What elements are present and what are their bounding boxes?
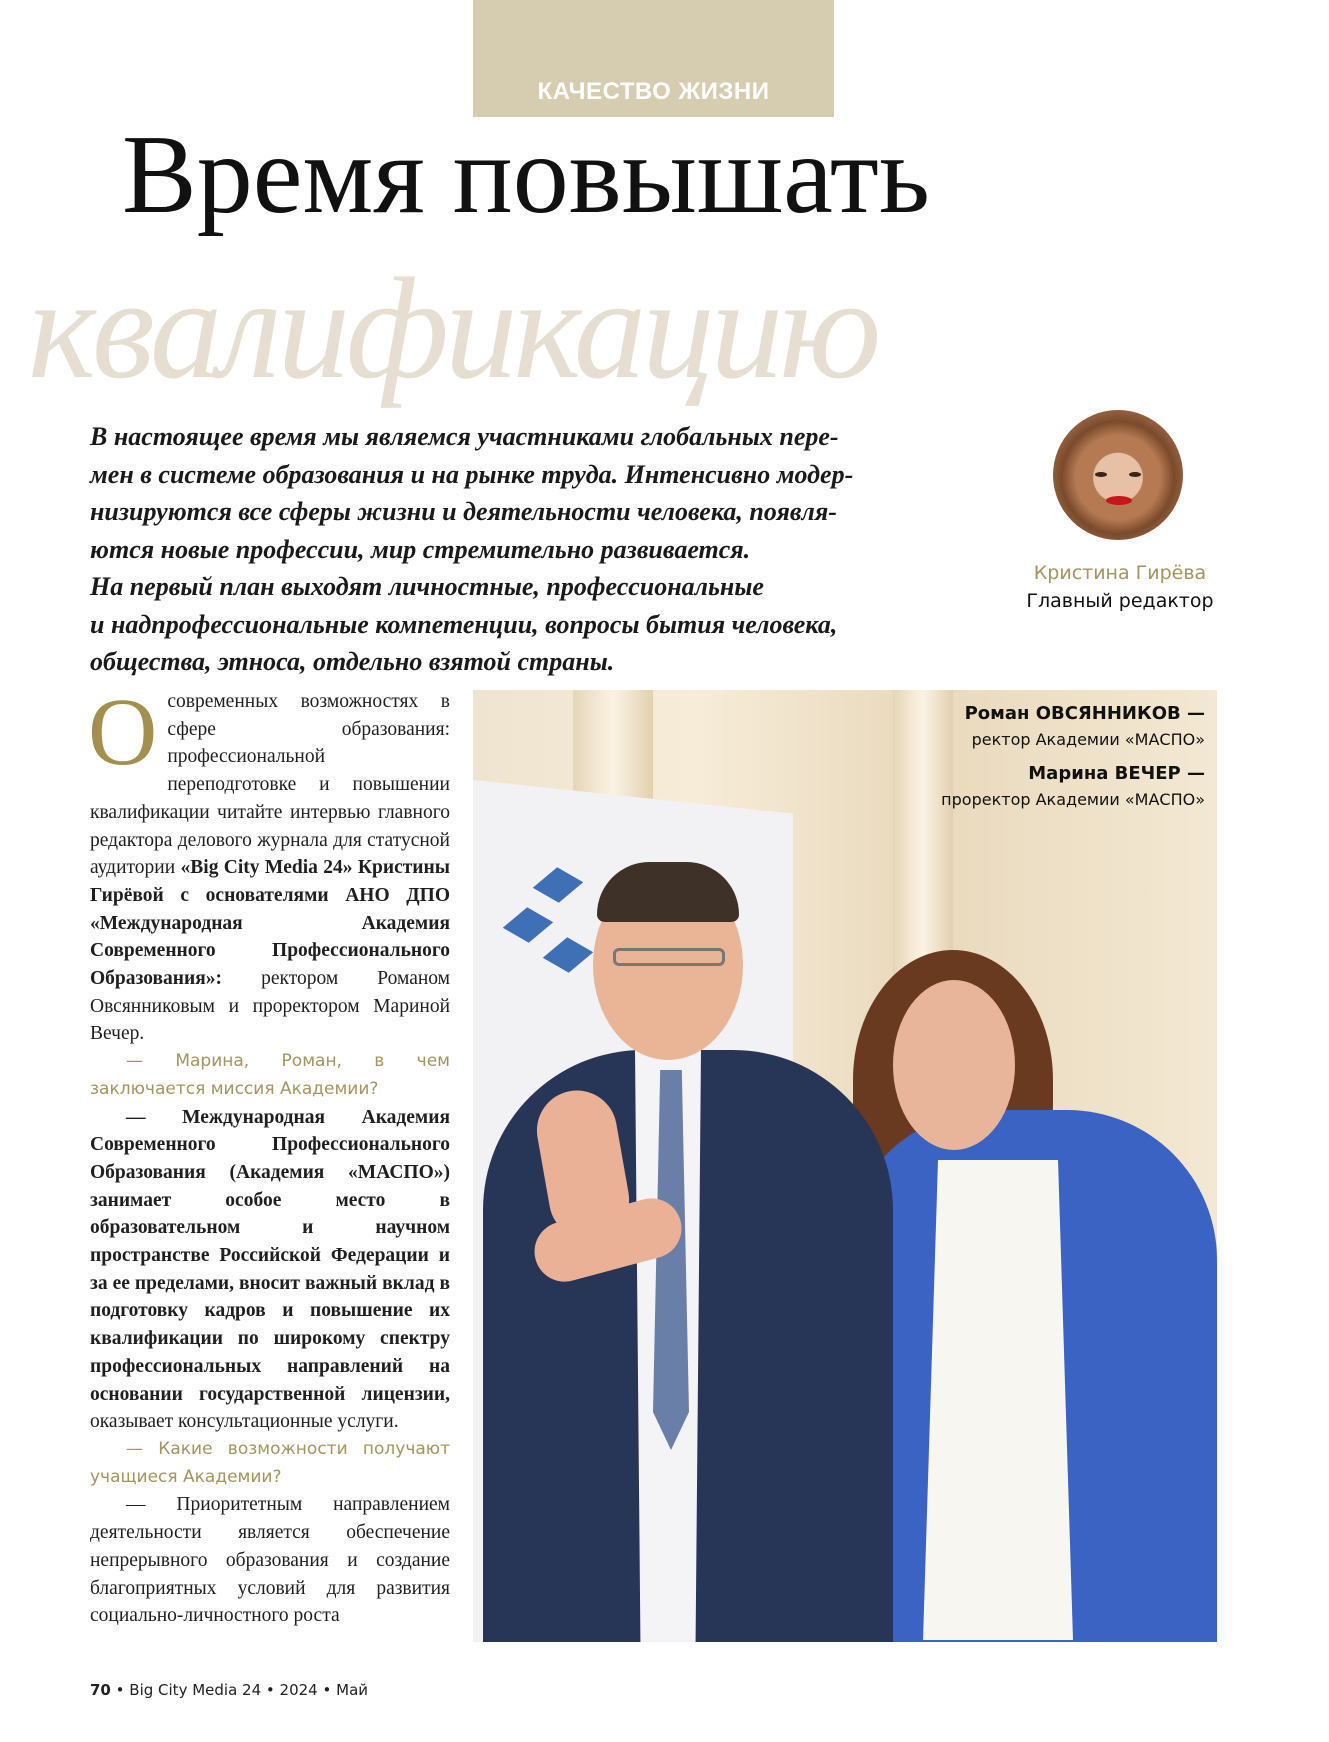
lead-paragraph	[90, 418, 980, 681]
question: — Какие возможности получают учащиеся Академии?	[90, 1438, 450, 1487]
caption-role: ректор Академии «МАСПО»	[971, 730, 1205, 749]
intro-text: современных возможностях в сфере образования: профессиональной переподготовке и повышении квалификации читайте интервью главного редактора делового журнала для статусной аудитории	[90, 691, 450, 879]
page-title: Время повышать	[122, 113, 930, 237]
editor-role: Главный редактор	[1026, 590, 1214, 612]
footer-separator: •	[322, 1681, 332, 1699]
lead-line: низируются все сферы жизни и деятельности человека, появля-	[90, 497, 837, 526]
lead-line: На первый план выходят личностные, профессиональные	[90, 572, 764, 601]
caption-name: Роман ОВСЯННИКОВ —	[964, 703, 1205, 724]
woman-top	[923, 1160, 1073, 1640]
page-footer	[90, 1681, 368, 1699]
lead-line: ются новые профессии, мир стремительно развивается.	[90, 534, 751, 564]
section-tab: КАЧЕСТВО ЖИЗНИ	[473, 0, 834, 117]
avatar-eye	[1095, 472, 1107, 477]
intro-tail: ректором Романом Овсянниковым и проректором Мариной Вечер.	[90, 968, 450, 1045]
man-glasses	[613, 948, 725, 966]
lead-line: общества, этноса, отдельно взятой страны.	[90, 647, 615, 676]
intro-bold: «Big City Media 24» Кристины Гирёвой с основателями АНО ДПО «Международная Академия Современного Профессионального Образования»:	[90, 857, 450, 990]
answer-tail: оказывает консультационные услуги.	[90, 1411, 399, 1433]
lead-line: и надпрофессиональные компетенции, вопросы бытия человека,	[90, 609, 838, 639]
issue-month: Май	[336, 1681, 369, 1699]
editor-avatar	[1053, 410, 1183, 540]
answer: — Приоритетным направлением деятельности является обеспечение непрерывного образования и создание благоприятных условий для развития социально-личностного роста	[90, 1494, 450, 1627]
caption-name: Марина ВЕЧЕР —	[1028, 763, 1205, 784]
avatar-eye	[1129, 472, 1141, 477]
title-script-decoration: квалификацию	[28, 249, 878, 409]
question: — Марина, Роман, в чем заключается миссия Академии?	[90, 1051, 450, 1099]
lead-line: В настоящее время мы являемся участниками глобальных пере-	[90, 422, 839, 451]
founders-photo	[473, 690, 1217, 1642]
footer-separator: •	[265, 1681, 275, 1699]
footer-separator: •	[115, 1681, 125, 1699]
caption-role: проректор Академии «МАСПО»	[941, 790, 1205, 809]
article-intro	[88, 678, 450, 1048]
issue-year: 2024	[279, 1681, 318, 1699]
avatar-lips	[1106, 496, 1132, 505]
article-column	[88, 678, 450, 1630]
answer-bold: — Международная Академия Современного Профессионального Образования (Академия «МАСПО») занимает особое место в образовательном и научном пространстве Российской Федерации и за ее пределами, вносит важный вклад в подготовку кадров и повышение их квалификации по широкому спектру профессиональных направлений на основании государственной лицензии,	[90, 1106, 450, 1405]
answer	[90, 1104, 450, 1436]
woman-face	[893, 980, 1015, 1150]
lead-line: мен в системе образования и на рынке труда. Интенсивно модер-	[90, 459, 854, 489]
photo-caption	[941, 700, 1205, 820]
magazine-name: Big City Media 24	[129, 1681, 262, 1699]
editor-name: Кристина Гирёва	[1033, 562, 1207, 584]
page-number: 70	[90, 1681, 111, 1699]
drop-cap: О	[88, 678, 158, 785]
